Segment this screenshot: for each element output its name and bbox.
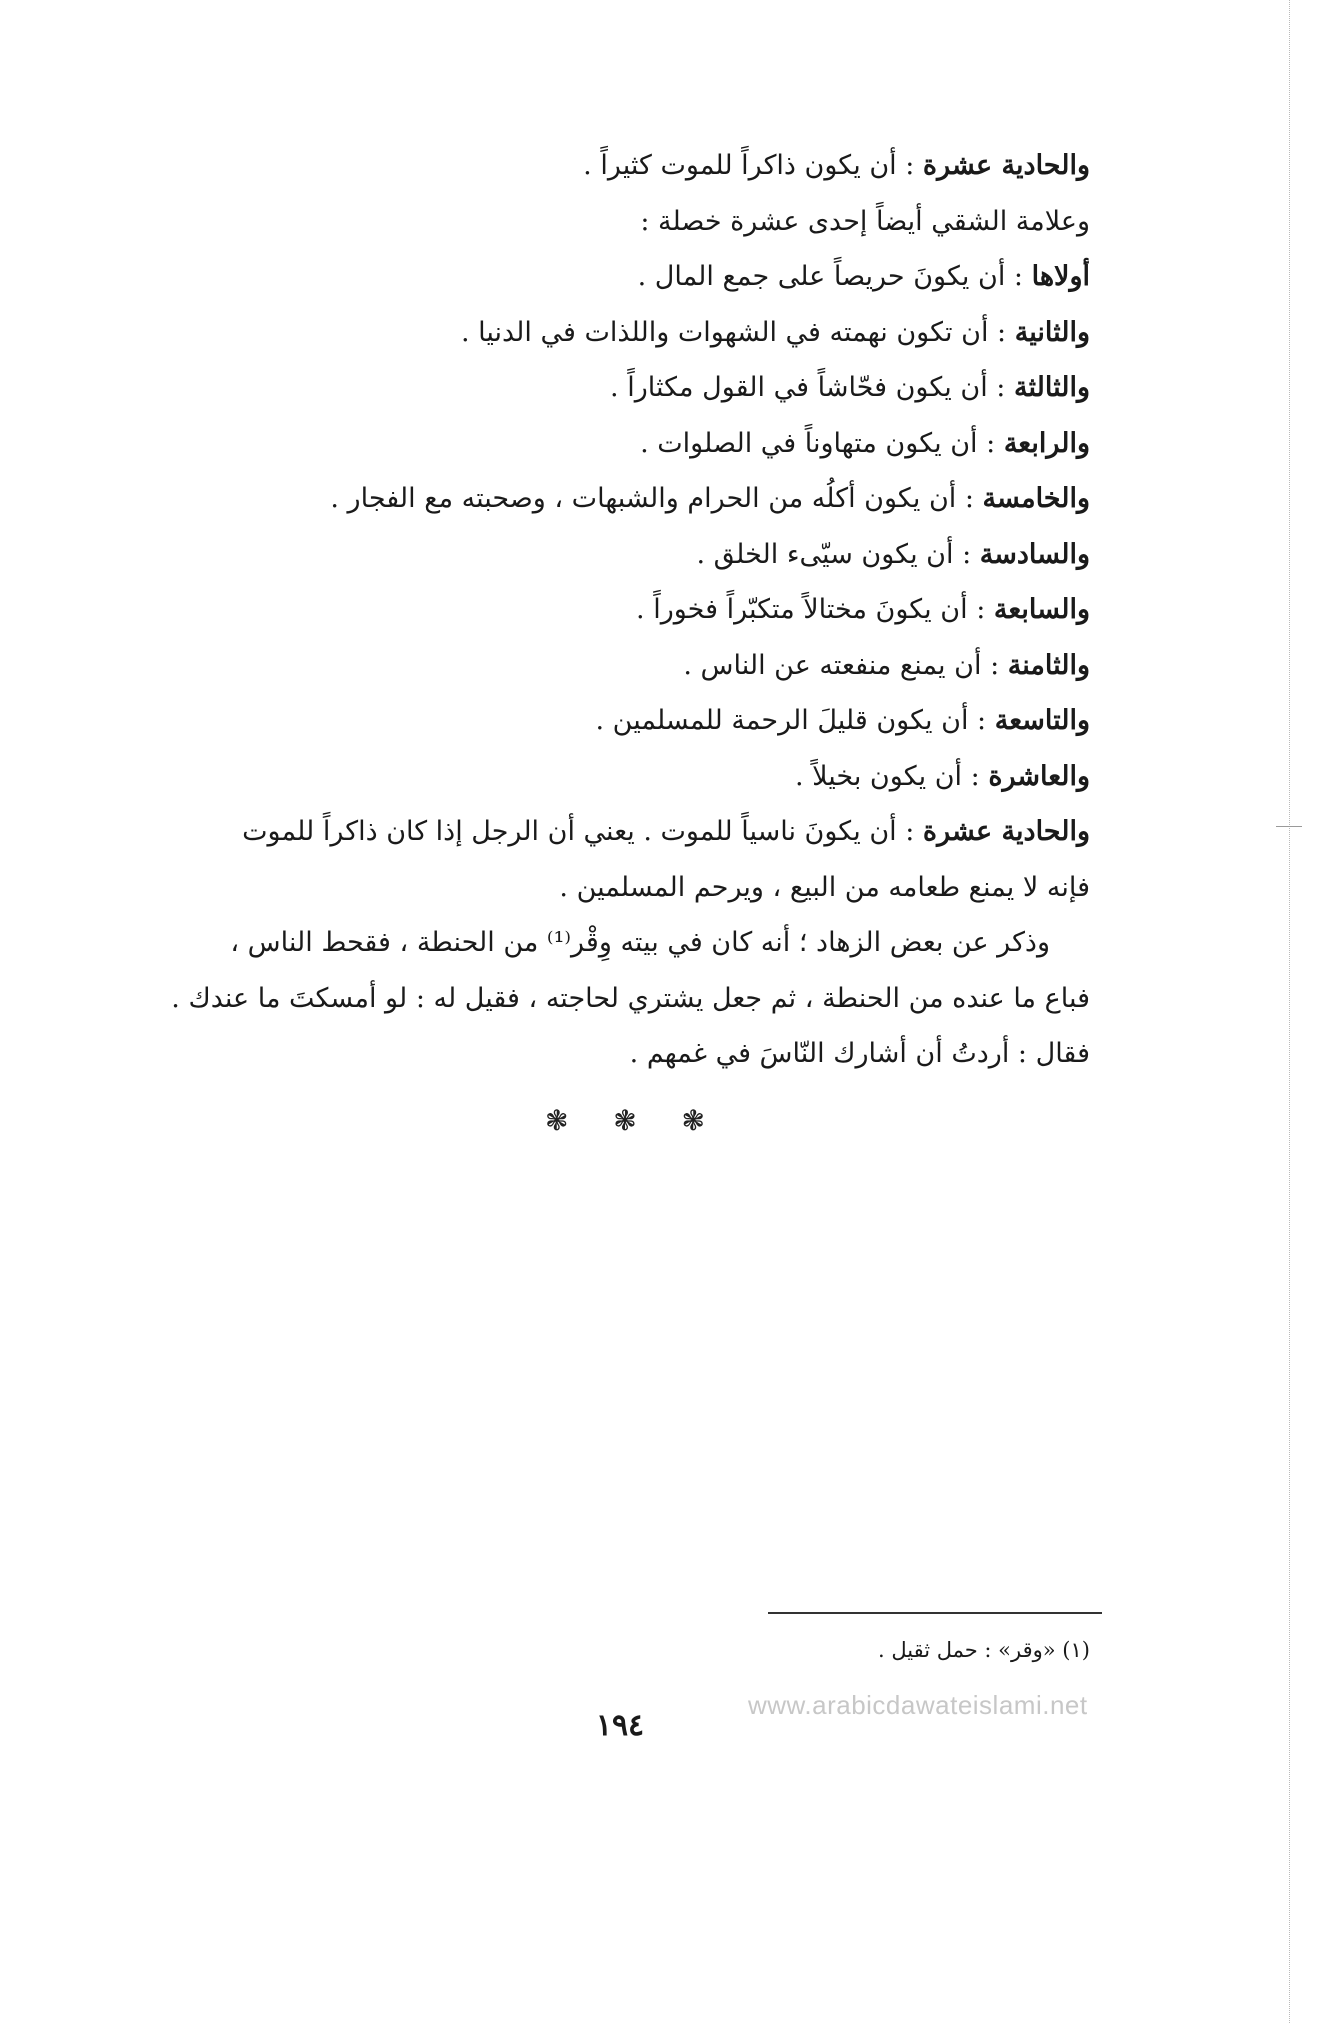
text-line (130, 804, 1090, 860)
line-text: : أن يكون فحّاشاً في القول مكثاراً . (610, 372, 1006, 403)
watermark: www.arabicdawateislami.net (748, 1690, 1088, 1720)
line-text: : أن يكونَ مختالاً متكبّراً فخوراً . (636, 594, 986, 625)
text-line (130, 971, 1090, 1027)
line-label: والحادية عشرة (922, 816, 1090, 847)
line-text: فباع ما عنده من الحنطة ، ثم جعل يشتري لحاجته ، فقيل له : لو أمسكتَ ما عندك . (171, 982, 1090, 1014)
line-text: : أن تكون نهمته في الشهوات واللذات في الدنيا . (460, 316, 1007, 348)
line-label: والخامسة (982, 483, 1090, 514)
line-text: : أن يكون سيّىء الخلق . (696, 538, 972, 570)
text-line (130, 582, 1090, 638)
page-number: ١٩٤ (595, 1708, 645, 1743)
text-line (130, 194, 1090, 250)
line-label: والسابعة (993, 594, 1090, 625)
footnote-rule (768, 1612, 1102, 1614)
line-text: : أن يكونَ حريصاً على جمع المال . (637, 261, 1023, 292)
text-line (130, 138, 1090, 194)
line-label: والحادية عشرة (922, 150, 1090, 181)
line-text: : أن يكون بخيلاً . (794, 760, 980, 792)
asterism-icon: ❃ (545, 1104, 569, 1137)
text-line (130, 749, 1090, 805)
text-line (130, 860, 1090, 916)
text-line (130, 471, 1090, 527)
line-label: والعاشرة (988, 760, 1090, 792)
text-line (130, 416, 1090, 472)
text-line (130, 638, 1090, 694)
text-line (130, 1026, 1090, 1082)
scan-edge-tick (1276, 826, 1302, 827)
line-label: والرابعة (1003, 427, 1090, 459)
line-label: والسادسة (979, 538, 1090, 570)
line-label: والثامنة (1007, 649, 1090, 681)
asterism-icon: ❃ (613, 1104, 637, 1137)
line-label: أولاها (1031, 261, 1090, 292)
text-line (130, 527, 1090, 583)
line-text: فقال : أردتُ أن أشارك النّاسَ في غمهم . (629, 1038, 1090, 1069)
line-text: فإنه لا يمنع طعامه من البيع ، ويرحم المسلمين . (559, 871, 1090, 903)
text-line (130, 249, 1090, 305)
line-text: وذكر عن بعض الزهاد ؛ أنه كان في بيته وِقْر⁽¹⁾ من الحنطة ، فقحط الناس ، (230, 927, 1050, 958)
line-text: : أن يمنع منفعته عن الناس . (683, 649, 1000, 681)
line-text: وعلامة الشقي أيضاً إحدى عشرة خصلة : (640, 205, 1090, 237)
text-line (130, 915, 1090, 971)
line-text: : أن يكون قليلَ الرحمة للمسلمين . (595, 705, 987, 736)
line-label: والتاسعة (994, 705, 1090, 736)
line-text: : أن يكون متهاوناً في الصلوات . (640, 427, 996, 459)
line-label: والثانية (1014, 316, 1090, 348)
line-text: : أن يكونَ ناسياً للموت . يعني أن الرجل إذا كان ذاكراً للموت (242, 816, 915, 847)
text-line (130, 693, 1090, 749)
line-text: : أن يكون أكلُه من الحرام والشبهات ، وصحبته مع الفجار . (330, 483, 974, 514)
text-line (130, 360, 1090, 416)
line-text: : أن يكون ذاكراً للموت كثيراً . (583, 150, 915, 181)
line-label: والثالثة (1014, 372, 1090, 403)
footnote: (١) «وقر» : حمل ثقيل . (877, 1638, 1090, 1662)
scan-edge-line (1289, 0, 1290, 2023)
section-separator (545, 1104, 705, 1137)
asterism-icon: ❃ (681, 1104, 705, 1137)
text-line (130, 305, 1090, 361)
body-text (130, 138, 1090, 1082)
